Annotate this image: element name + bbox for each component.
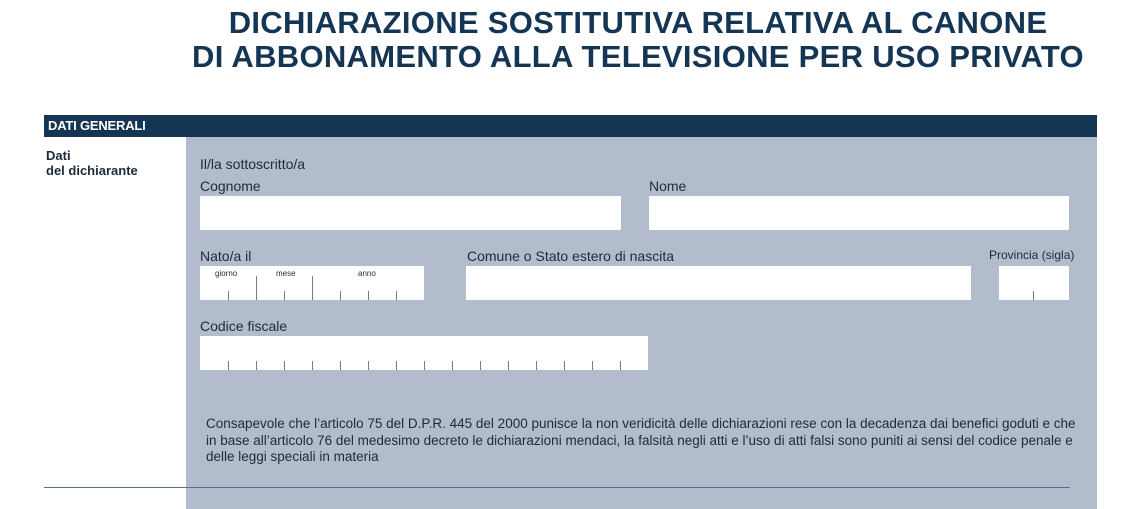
- day-tick: [228, 291, 229, 300]
- tax-code-tick: [564, 361, 565, 370]
- tax-code-label: Codice fiscale: [200, 318, 288, 334]
- tax-code-tick: [424, 361, 425, 370]
- month-tick: [284, 291, 285, 300]
- legal-notice: Consapevole che l’articolo 75 del D.P.R. 445 del 2000 punisce la non veridicità delle dichiarazioni rese con la decadenza dai benefici goduti e che in base all’articolo 76 del medesimo decreto le dichiarazioni mendaci, la falsità negli atti e l’uso di atti falsi sono puniti ai sensi del codice penale e delle leggi speciali in materia: [206, 416, 1076, 464]
- section-header-bar: [44, 115, 1097, 137]
- birthplace-label: Comune o Stato estero di nascita: [467, 248, 675, 264]
- tax-code-tick: [452, 361, 453, 370]
- section-divider: [44, 487, 1070, 488]
- province-label: Provincia (sigla): [989, 248, 1075, 262]
- title-line-1: DICHIARAZIONE SOSTITUTIVA RELATIVA AL CANONE: [228, 5, 1048, 40]
- tax-code-tick: [536, 361, 537, 370]
- tax-code-tick: [368, 361, 369, 370]
- tax-code-tick: [340, 361, 341, 370]
- declarant-section-label: [46, 148, 138, 178]
- year-label: anno: [358, 269, 376, 278]
- name-label: Nome: [649, 178, 687, 194]
- birth-date-field[interactable]: [200, 266, 424, 300]
- tax-code-tick: [228, 361, 229, 370]
- tax-code-tick: [396, 361, 397, 370]
- intro-label: Il/la sottoscritto/a: [200, 156, 306, 172]
- surname-label: Cognome: [200, 178, 261, 194]
- born-label: Nato/a il: [200, 248, 252, 264]
- tax-code-tick: [480, 361, 481, 370]
- surname-field[interactable]: [200, 196, 621, 230]
- section-header-label: DATI GENERALI: [48, 118, 146, 133]
- side-label-line-1: Dati: [46, 148, 71, 163]
- name-field[interactable]: [649, 196, 1069, 230]
- tax-code-tick: [284, 361, 285, 370]
- date-separator-month-year: [312, 276, 313, 300]
- title-line-2: DI ABBONAMENTO ALLA TELEVISIONE PER USO PRIVATO: [192, 39, 1084, 74]
- day-label: giorno: [215, 269, 238, 278]
- tax-code-tick: [592, 361, 593, 370]
- year-tick-1: [340, 291, 341, 300]
- tax-code-tick: [508, 361, 509, 370]
- document-title: [0, 6, 1132, 74]
- province-field[interactable]: [999, 266, 1069, 300]
- month-label: mese: [276, 269, 296, 278]
- year-tick-3: [396, 291, 397, 300]
- tax-code-tick: [312, 361, 313, 370]
- birthplace-field[interactable]: [466, 266, 971, 300]
- tax-code-tick: [620, 361, 621, 370]
- side-label-line-2: del dichiarante: [46, 163, 138, 178]
- province-tick: [1033, 291, 1034, 300]
- tax-code-tick: [256, 361, 257, 370]
- date-separator-day-month: [256, 276, 257, 300]
- tax-code-field[interactable]: [200, 336, 648, 370]
- year-tick-2: [368, 291, 369, 300]
